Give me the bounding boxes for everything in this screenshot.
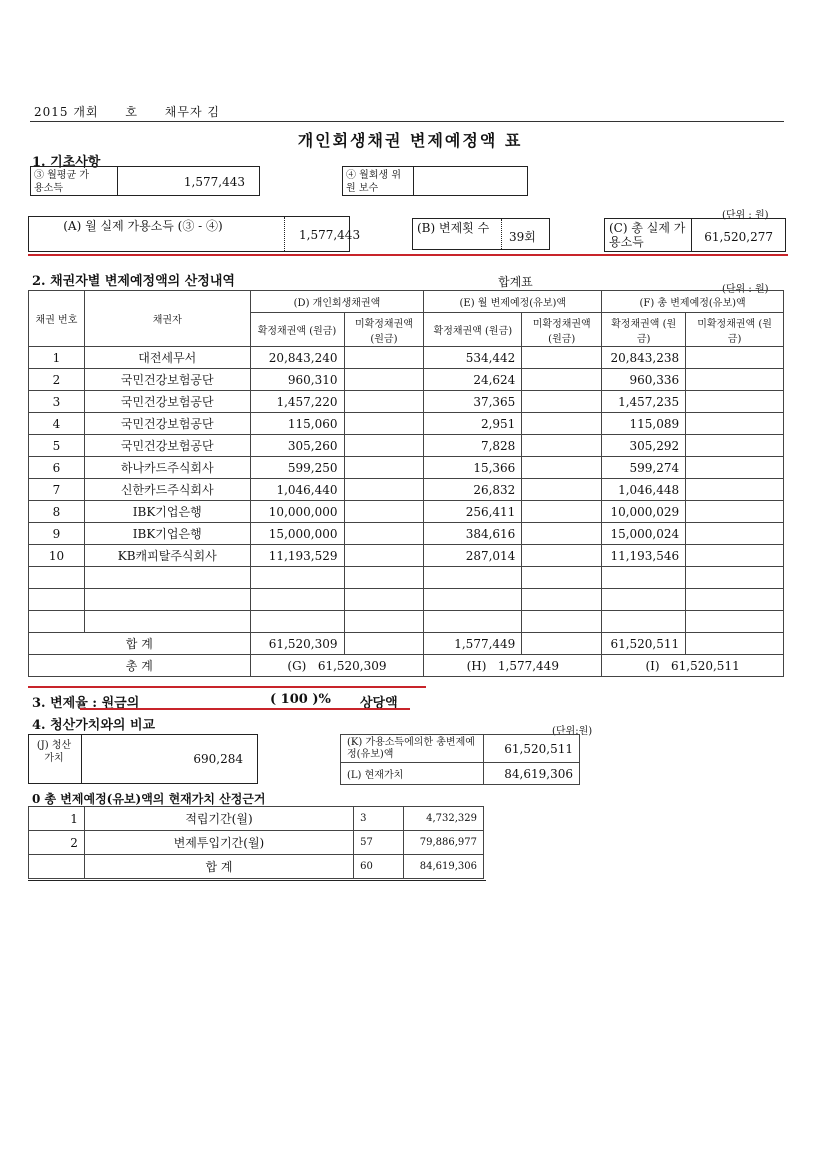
row-f-unconfirmed: [686, 501, 784, 523]
col-d: (D) 개인회생채권액: [250, 291, 424, 313]
row-d-confirmed: 11,193,529: [250, 545, 344, 567]
row-d-confirmed: 1,046,440: [250, 479, 344, 501]
row-e-confirmed: 287,014: [424, 545, 522, 567]
c-value: 61,520,277: [704, 230, 773, 244]
pv-value: 79,886,977: [404, 831, 484, 855]
row-f-confirmed: 960,336: [602, 369, 686, 391]
pv-months: 3: [354, 807, 404, 831]
row-e-unconfirmed: [522, 457, 602, 479]
subtotal-d: 61,520,309: [250, 633, 344, 655]
col-e-confirmed: 확정채권액 (원금): [424, 313, 522, 347]
row-f-unconfirmed: [686, 391, 784, 413]
subtotal-e: 1,577,449: [424, 633, 522, 655]
row-creditor: 신한카드주식회사: [84, 479, 250, 501]
table-row: [29, 435, 784, 457]
row-f-confirmed: 305,292: [602, 435, 686, 457]
row-f-unconfirmed: [686, 369, 784, 391]
row-f-confirmed: 15,000,024: [602, 523, 686, 545]
row-d-confirmed: 305,260: [250, 435, 344, 457]
pv-months: 57: [354, 831, 404, 855]
table-row: [29, 413, 784, 435]
row-e-confirmed: 37,365: [424, 391, 522, 413]
row-d-confirmed: 960,310: [250, 369, 344, 391]
row-creditor: 대전세무서: [84, 347, 250, 369]
row-e-confirmed: 256,411: [424, 501, 522, 523]
row-d-unconfirmed: [344, 457, 424, 479]
row-creditor: 하나카드주식회사: [84, 457, 250, 479]
row-e-confirmed: 384,616: [424, 523, 522, 545]
row-d-confirmed: 20,843,240: [250, 347, 344, 369]
row-f-unconfirmed: [686, 347, 784, 369]
i-label: (I): [645, 658, 660, 673]
row-e-unconfirmed: [522, 435, 602, 457]
table-row: [29, 369, 784, 391]
row-creditor: 국민건강보험공단: [84, 391, 250, 413]
row-d-confirmed: 15,000,000: [250, 523, 344, 545]
j-label: (J) 청산 가치: [36, 740, 72, 764]
section3-label: 3. 변제율 : 원금의: [32, 696, 140, 711]
row-creditor: 국민건강보험공단: [84, 435, 250, 457]
row-f-unconfirmed: [686, 545, 784, 567]
row-f-confirmed: 11,193,546: [602, 545, 686, 567]
row-no: 10: [29, 545, 85, 567]
a-label: (A) 월 실제 가용소득 (③ - ④): [63, 219, 223, 233]
row-d-unconfirmed: [344, 391, 424, 413]
row-f-unconfirmed: [686, 413, 784, 435]
row-d-unconfirmed: [344, 501, 424, 523]
row-creditor: 국민건강보험공단: [84, 413, 250, 435]
col-d-confirmed: 확정채권액 (원금): [250, 313, 344, 347]
row-e-unconfirmed: [522, 523, 602, 545]
present-value-table: [28, 806, 484, 879]
row-f-confirmed: 1,046,448: [602, 479, 686, 501]
case-year: 2015 개회: [34, 105, 99, 119]
row-e-confirmed: 26,832: [424, 479, 522, 501]
pv-row: [29, 807, 484, 831]
l-label: (L) 현재가치: [341, 763, 484, 785]
row-f-confirmed: 1,457,235: [602, 391, 686, 413]
pv-total-label: 합 계: [84, 855, 353, 879]
row-no: 4: [29, 413, 85, 435]
section2-heading: 2. 채권자별 변제예정액의 산정내역: [32, 274, 235, 289]
row-d-unconfirmed: [344, 347, 424, 369]
row-e-unconfirmed: [522, 501, 602, 523]
pv-total-months: 60: [354, 855, 404, 879]
total-label: 총 계: [29, 655, 251, 677]
col-d-unconfirmed: 미확정채권액 (원금): [344, 313, 424, 347]
b-value: 39회: [509, 230, 536, 244]
pv-row: [29, 831, 484, 855]
row-d-unconfirmed: [344, 413, 424, 435]
creditor-table: [28, 290, 784, 677]
k-value: 61,520,511: [484, 735, 580, 763]
section5-heading: 0 총 변제예정(유보)액의 현재가치 산정근거: [32, 792, 266, 806]
row-d-confirmed: 115,060: [250, 413, 344, 435]
k-label: (K) 가용소득에의한 총변제예정(유보)액: [341, 735, 484, 763]
table-row: [29, 501, 784, 523]
pv-label: 변제투입기간(월): [84, 831, 353, 855]
row-d-confirmed: 10,000,000: [250, 501, 344, 523]
trustee-fee-box: [342, 166, 528, 196]
trustee-fee-label: ④ 월회생 위원 보수: [346, 170, 401, 194]
row-f-unconfirmed: [686, 479, 784, 501]
row-no: 2: [29, 369, 85, 391]
table-row: [29, 479, 784, 501]
row-f-confirmed: 599,274: [602, 457, 686, 479]
row-e-unconfirmed: [522, 413, 602, 435]
a-value: 1,577,443: [299, 228, 361, 242]
a-box: [28, 216, 361, 252]
row-f-unconfirmed: [686, 457, 784, 479]
row-d-unconfirmed: [344, 523, 424, 545]
sum-note: 합계표: [498, 275, 533, 289]
doc-header: [34, 103, 242, 120]
row-d-unconfirmed: [344, 479, 424, 501]
section1-heading: 1. 기초사항: [32, 155, 101, 170]
l-value: 84,619,306: [484, 763, 580, 785]
k-l-table: [340, 734, 580, 785]
row-f-unconfirmed: [686, 523, 784, 545]
h-value: 1,577,449: [497, 658, 559, 673]
total-i: [602, 655, 784, 677]
row-f-confirmed: 20,843,238: [602, 347, 686, 369]
b-box: [412, 218, 550, 250]
row-creditor: IBK기업은행: [84, 501, 250, 523]
row-creditor: KB캐피탈주식회사: [84, 545, 250, 567]
row-e-confirmed: 15,366: [424, 457, 522, 479]
col-f-confirmed: 확정채권액 (원금): [602, 313, 686, 347]
unit-label-2: (단위 : 원): [722, 284, 769, 295]
b-label: (B) 변제횟 수: [417, 221, 490, 235]
page-title: 개인회생채권 변제예정액 표: [297, 131, 523, 150]
section2-underline: [28, 686, 426, 688]
row-e-confirmed: 24,624: [424, 369, 522, 391]
row-no: 9: [29, 523, 85, 545]
row-no: 5: [29, 435, 85, 457]
col-f-unconfirmed: 미확정채권액 (원금): [686, 313, 784, 347]
pv-no: 1: [29, 807, 85, 831]
pv-total-value: 84,619,306: [404, 855, 484, 879]
row-e-confirmed: 534,442: [424, 347, 522, 369]
row-f-unconfirmed: [686, 435, 784, 457]
unit-label-1: (단위 : 원): [722, 210, 769, 221]
row-e-unconfirmed: [522, 369, 602, 391]
row-d-confirmed: 599,250: [250, 457, 344, 479]
row-f-confirmed: 10,000,029: [602, 501, 686, 523]
total-g: [250, 655, 424, 677]
row-no: 8: [29, 501, 85, 523]
row-e-confirmed: 7,828: [424, 435, 522, 457]
table-row: [29, 457, 784, 479]
c-box: [604, 218, 786, 252]
monthly-avg-value: 1,577,443: [183, 175, 245, 189]
debtor-name: 채무자 김: [164, 105, 220, 119]
h-label: (H): [466, 658, 487, 673]
row-no: 6: [29, 457, 85, 479]
row-e-unconfirmed: [522, 391, 602, 413]
col-f: (F) 총 변제예정(유보)액: [602, 291, 784, 313]
row-e-unconfirmed: [522, 479, 602, 501]
c-label: (C) 총 실제 가용소득: [609, 221, 686, 249]
g-value: 61,520,309: [317, 658, 387, 673]
g-label: (G): [287, 658, 307, 673]
table-row: [29, 391, 784, 413]
i-value: 61,520,511: [671, 658, 740, 673]
unit-label-4: (단위:원): [552, 726, 593, 737]
row-e-unconfirmed: [522, 347, 602, 369]
row-d-unconfirmed: [344, 545, 424, 567]
subtotal-label: 합 계: [29, 633, 251, 655]
row-no: 3: [29, 391, 85, 413]
subtotal-f: 61,520,511: [602, 633, 686, 655]
repay-suffix: 상당액: [360, 696, 398, 711]
header-divider: [30, 121, 784, 122]
total-h: [424, 655, 602, 677]
col-e: (E) 월 변제예정(유보)액: [424, 291, 602, 313]
case-ho: 호: [125, 105, 138, 119]
table-row: [29, 523, 784, 545]
pv-value: 4,732,329: [404, 807, 484, 831]
section3-underline: [80, 708, 410, 710]
bottom-rule: [28, 880, 486, 881]
row-no: 1: [29, 347, 85, 369]
row-no: 7: [29, 479, 85, 501]
row-d-confirmed: 1,457,220: [250, 391, 344, 413]
row-creditor: IBK기업은행: [84, 523, 250, 545]
col-creditor: 채권자: [84, 291, 250, 347]
section4-heading: 4. 청산가치와의 비교: [32, 718, 156, 733]
row-creditor: 국민건강보험공단: [84, 369, 250, 391]
monthly-avg-label: ③ 월평균 가용소득: [34, 170, 89, 194]
col-no: 채권 번호: [29, 291, 85, 347]
row-e-confirmed: 2,951: [424, 413, 522, 435]
row-f-confirmed: 115,089: [602, 413, 686, 435]
monthly-avg-box: [30, 166, 260, 196]
pv-no: 2: [29, 831, 85, 855]
repay-rate: ( 100 )%: [270, 692, 331, 707]
row-e-unconfirmed: [522, 545, 602, 567]
row-d-unconfirmed: [344, 435, 424, 457]
row-d-unconfirmed: [344, 369, 424, 391]
table-row: [29, 545, 784, 567]
table-row: [29, 347, 784, 369]
j-value: 690,284: [193, 752, 243, 766]
j-box: [28, 734, 258, 784]
pv-label: 적립기간(월): [84, 807, 353, 831]
section1-underline: [28, 254, 788, 256]
col-e-unconfirmed: 미확정채권액 (원금): [522, 313, 602, 347]
